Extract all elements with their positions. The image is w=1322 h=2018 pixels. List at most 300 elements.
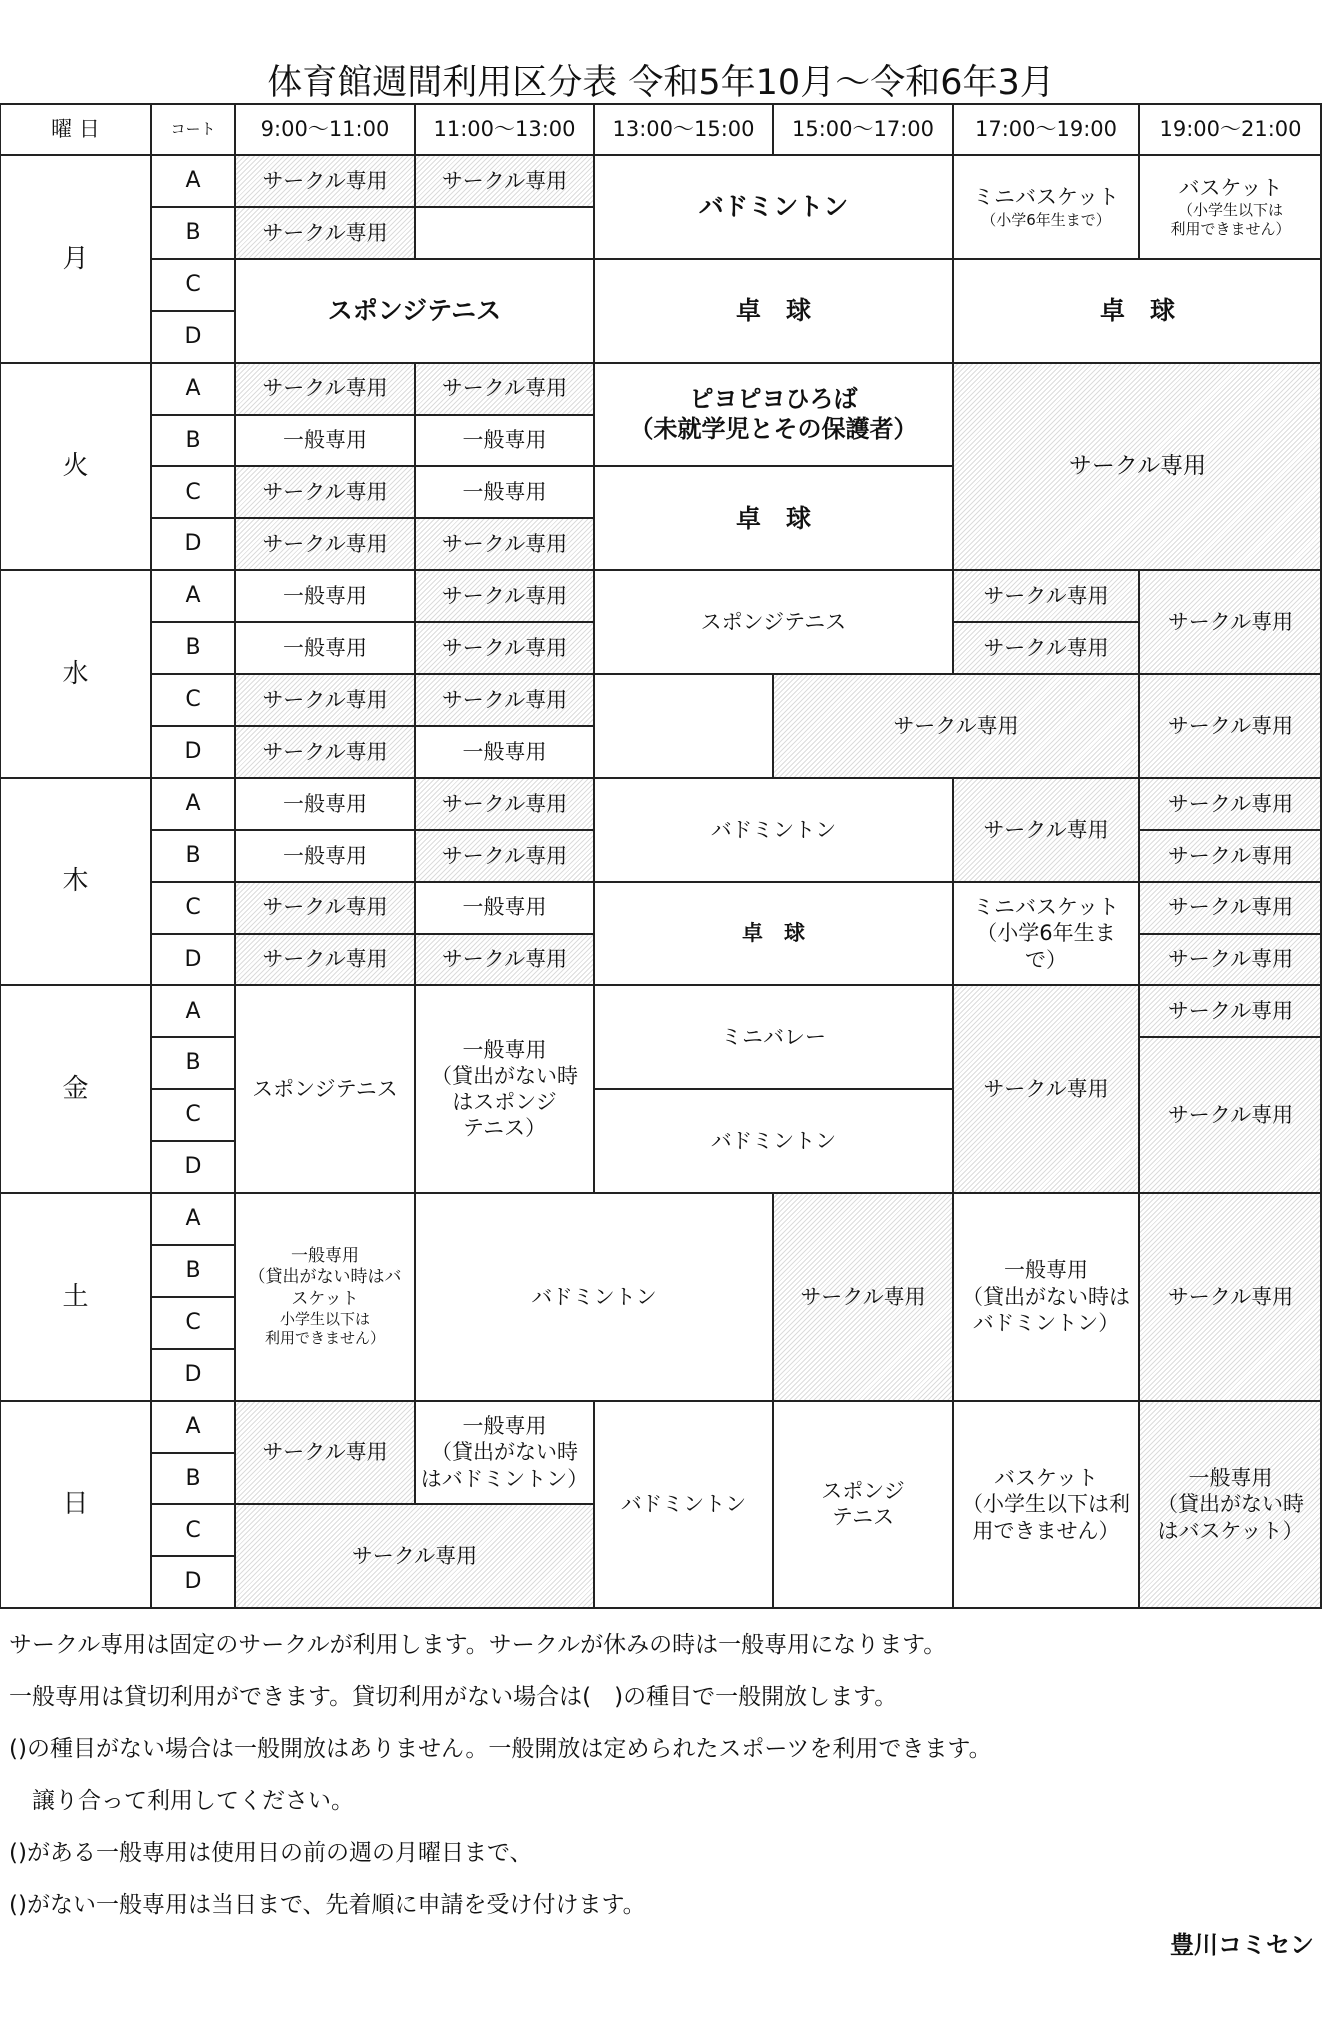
- grid-line: [234, 155, 236, 207]
- grid-line: [414, 726, 416, 778]
- circle-only-cell: サークル専用: [235, 363, 415, 415]
- grid-line: [953, 569, 1139, 571]
- grid-line: [415, 829, 594, 831]
- grid-line: [414, 415, 416, 467]
- grid-line: [594, 154, 953, 156]
- grid-line: [234, 207, 236, 259]
- grid-line: [772, 1401, 774, 1609]
- grid-line: [414, 934, 416, 986]
- grid-line: [593, 1089, 595, 1193]
- grid-line: [772, 674, 774, 778]
- grid-line: [235, 1607, 594, 1609]
- circle-only-cell: サークル専用: [953, 778, 1139, 882]
- court-divider: [151, 725, 235, 727]
- grid-line: [235, 465, 415, 467]
- grid-line: [235, 1400, 415, 1402]
- note-line: 一般専用は貸切利用ができます。貸切利用がない場合は( )の種目で一般開放します。: [9, 1684, 898, 1710]
- sponge-tennis-cell: スポンジテニス: [252, 1077, 398, 1102]
- day-label: 土: [62, 1281, 89, 1312]
- day-label: 火: [62, 451, 89, 482]
- note-line: ()がない一般専用は当日まで、先着順に申請を受け付けます。: [9, 1892, 646, 1918]
- grid-line: [953, 1607, 1139, 1609]
- header-time-slot: 15:00～17:00: [791, 117, 935, 142]
- grid-line: [415, 881, 594, 883]
- circle-only-cell: サークル専用: [773, 1193, 953, 1401]
- grid-line: [594, 984, 953, 986]
- court-divider: [151, 258, 235, 260]
- grid-line: [235, 362, 415, 364]
- court-label: C: [185, 894, 201, 920]
- note-line: ()の種目がない場合は一般開放はありません。一般開放は定められたスポーツを利用できます。: [9, 1736, 992, 1762]
- grid-line: [1139, 829, 1322, 831]
- circle-only-cell: サークル専用: [1139, 830, 1322, 882]
- header-time-slot: 17:00～19:00: [974, 117, 1118, 142]
- grid-line: [773, 1607, 953, 1609]
- grid-line: [415, 517, 594, 519]
- grid-line: [234, 518, 236, 570]
- table-tennis-cell: 卓 球: [735, 296, 811, 326]
- grid-line: [1139, 1400, 1322, 1402]
- grid-line: [1139, 154, 1322, 156]
- grid-line: [415, 1192, 773, 1194]
- circle-only-cell: サークル専用: [415, 778, 594, 830]
- court-divider: [151, 881, 235, 883]
- circle-only-cell: サークル専用: [1139, 882, 1322, 934]
- grid-line: [234, 259, 236, 363]
- general-use-cell: 一般専用: [283, 843, 367, 868]
- table-border: [0, 103, 1322, 105]
- grid-line: [593, 1401, 595, 1609]
- grid-line: [235, 206, 415, 208]
- grid-line: [234, 830, 236, 882]
- grid-line: [414, 104, 416, 155]
- badminton-cell: バドミントン: [710, 1128, 837, 1153]
- grid-line: [235, 829, 415, 831]
- general-use-cell: 一般専用: [283, 635, 367, 660]
- grid-line: [1139, 881, 1322, 883]
- court-label: A: [185, 998, 201, 1024]
- grid-line: [594, 1088, 953, 1090]
- grid-line: [952, 985, 954, 1193]
- table-tennis-cell: 卓 球: [1099, 296, 1175, 326]
- court-label: C: [185, 479, 201, 505]
- grid-line: [953, 881, 1139, 883]
- grid-line: [415, 414, 594, 416]
- grid-line: [1138, 104, 1140, 155]
- badminton-cell: バドミントン: [698, 192, 849, 222]
- grid-line: [234, 934, 236, 986]
- court-divider: [151, 206, 235, 208]
- court-label: C: [185, 1102, 201, 1128]
- cell-note: （小学6年生まで）: [981, 210, 1111, 229]
- grid-line: [414, 1193, 416, 1401]
- sponge-tennis-cell: スポンジテニス: [700, 609, 847, 634]
- court-divider: [151, 1555, 235, 1557]
- court-label: B: [185, 427, 201, 453]
- piyopiyo-hiroba-cell: [594, 363, 953, 467]
- grid-line: [414, 363, 416, 415]
- general-use-cell: 一般専用: [462, 428, 547, 453]
- table-tennis-cell: 卓 球: [735, 503, 811, 533]
- grid-line: [594, 777, 953, 779]
- grid-line: [414, 466, 416, 518]
- day-label: 月: [62, 243, 89, 274]
- circle-only-cell: サークル専用: [235, 1504, 594, 1608]
- header-time-slot: 19:00～21:00: [1159, 117, 1302, 142]
- grid-line: [234, 363, 236, 415]
- table-border: [0, 104, 1, 1608]
- grid-line: [235, 414, 415, 416]
- court-label: B: [185, 220, 201, 246]
- grid-line: [1139, 933, 1322, 935]
- header-day-label: 曜 日: [51, 117, 100, 142]
- grid-line: [953, 984, 1139, 986]
- court-divider: [151, 1452, 235, 1454]
- grid-line: [235, 154, 415, 156]
- header-time-slot: 13:00～15:00: [612, 117, 755, 142]
- court-label: D: [184, 739, 202, 765]
- mini-basketball-cell: ミニバスケット （小学6年生ま で）: [973, 895, 1119, 972]
- circle-only-cell: サークル専用: [773, 674, 1139, 778]
- grid-line: [234, 1401, 236, 1505]
- grid-line: [593, 778, 595, 882]
- circle-only-cell: サークル専用: [953, 622, 1139, 674]
- circle-only-cell: サークル専用: [235, 155, 415, 207]
- court-label: C: [185, 1309, 201, 1335]
- court-label: B: [185, 1258, 201, 1284]
- grid-line: [414, 518, 416, 570]
- grid-line: [952, 882, 954, 986]
- court-label: A: [185, 168, 201, 194]
- grid-line: [593, 363, 595, 467]
- grid-line: [953, 1400, 1139, 1402]
- court-divider: [151, 673, 235, 675]
- grid-line: [414, 570, 416, 622]
- header-court-label: コート: [170, 120, 216, 139]
- day-label: 日: [62, 1489, 89, 1520]
- cell-title: バスケット: [1178, 176, 1283, 201]
- grid-line: [1138, 934, 1140, 986]
- day-label: 金: [62, 1073, 89, 1104]
- court-label: C: [185, 1517, 201, 1543]
- court-label: D: [184, 1569, 202, 1595]
- grid-line: [953, 621, 1139, 623]
- circle-only-cell: サークル専用: [953, 363, 1322, 571]
- grid-line: [773, 1400, 953, 1402]
- grid-line: [414, 882, 416, 934]
- court-label: C: [185, 687, 201, 713]
- grid-line: [234, 466, 236, 518]
- court-label: D: [184, 531, 202, 557]
- grid-line: [235, 673, 415, 675]
- grid-line: [593, 104, 595, 155]
- grid-line: [593, 985, 595, 1089]
- grid-line: [415, 777, 594, 779]
- cell-title: ピヨピヨひろば: [689, 385, 858, 414]
- general-use-cell: 一般専用: [283, 791, 367, 816]
- grid-line: [953, 777, 1139, 779]
- circle-only-cell: サークル専用: [235, 726, 415, 778]
- grid-line: [593, 882, 595, 986]
- grid-line: [593, 466, 595, 570]
- grid-line: [234, 1504, 236, 1608]
- basketball-cell: バスケット （小学生以下は利 用できません）: [962, 1466, 1130, 1543]
- court-label: D: [184, 946, 202, 972]
- court-divider: [151, 933, 235, 935]
- court-divider: [151, 1036, 235, 1038]
- grid-line: [952, 363, 954, 571]
- grid-line: [594, 1607, 773, 1609]
- general-use-cell: 一般専用: [462, 739, 547, 764]
- circle-only-cell: サークル専用: [1139, 570, 1322, 674]
- grid-line: [234, 882, 236, 934]
- court-label: D: [184, 1361, 202, 1387]
- circle-only-cell: サークル専用: [953, 570, 1139, 622]
- grid-line: [1139, 777, 1322, 779]
- grid-line: [235, 933, 415, 935]
- circle-only-cell: サークル専用: [1139, 934, 1322, 986]
- circle-only-cell: サークル専用: [1139, 778, 1322, 830]
- grid-line: [773, 1192, 953, 1194]
- grid-line: [235, 258, 594, 260]
- grid-line: [1138, 1193, 1140, 1401]
- grid-line: [415, 1400, 594, 1402]
- circle-only-cell: サークル専用: [953, 985, 1139, 1193]
- grid-line: [415, 206, 594, 208]
- grid-line: [952, 622, 954, 674]
- grid-line: [235, 1192, 415, 1194]
- grid-line: [1138, 1401, 1140, 1609]
- grid-line: [1139, 1192, 1322, 1194]
- grid-line: [952, 778, 954, 882]
- general-use-cell: 一般専用: [283, 428, 367, 453]
- court-label: B: [185, 1465, 201, 1491]
- grid-line: [952, 570, 954, 622]
- cell-title: ミニバスケット: [973, 185, 1119, 210]
- court-label: D: [184, 1154, 202, 1180]
- grid-line: [235, 881, 415, 883]
- circle-only-cell: サークル専用: [415, 363, 594, 415]
- grid-line: [953, 154, 1139, 156]
- grid-line: [414, 674, 416, 726]
- grid-line: [1138, 778, 1140, 830]
- grid-line: [235, 517, 415, 519]
- grid-line: [953, 1192, 1139, 1194]
- table-tennis-cell: 卓 球: [742, 921, 805, 946]
- cell-note: （未就学児とその保護者）: [629, 415, 918, 444]
- grid-line: [235, 725, 415, 727]
- sponge-tennis-cell: スポンジ テニス: [821, 1479, 905, 1530]
- circle-only-cell: サークル専用: [235, 207, 415, 259]
- grid-line: [952, 104, 954, 155]
- court-label: A: [185, 1206, 201, 1232]
- grid-line: [415, 725, 594, 727]
- badminton-cell: バドミントン: [620, 1492, 747, 1517]
- general-use-cell: 一般専用 （貸出がない時 はスポンジ テニス）: [431, 1037, 578, 1141]
- grid-line: [234, 415, 236, 467]
- grid-line: [594, 465, 953, 467]
- court-label: B: [185, 635, 201, 661]
- sponge-tennis-cell: スポンジテニス: [327, 296, 502, 326]
- grid-line: [234, 778, 236, 830]
- general-use-cell: 一般専用 （貸出がない時 はバドミントン）: [420, 1414, 589, 1491]
- court-label: A: [185, 375, 201, 401]
- circle-only-cell: サークル専用: [235, 674, 415, 726]
- court-divider: [151, 621, 235, 623]
- general-use-cell: 一般専用: [462, 895, 547, 920]
- grid-line: [593, 674, 595, 726]
- circle-only-cell: サークル専用: [235, 518, 415, 570]
- grid-line: [414, 1401, 416, 1505]
- grid-line: [594, 362, 953, 364]
- grid-line: [235, 984, 415, 986]
- grid-line: [1139, 673, 1322, 675]
- grid-line: [1139, 1036, 1322, 1038]
- circle-only-cell: サークル専用: [235, 882, 415, 934]
- grid-line: [414, 155, 416, 207]
- circle-only-cell: サークル専用: [415, 570, 594, 622]
- grid-line: [415, 465, 594, 467]
- circle-only-cell: サークル専用: [1139, 1037, 1322, 1193]
- grid-line: [1138, 1037, 1140, 1193]
- grid-line: [1138, 155, 1140, 259]
- grid-line: [1139, 569, 1322, 571]
- grid-line: [953, 362, 1322, 364]
- grid-line: [1138, 674, 1140, 778]
- circle-only-cell: サークル専用: [415, 622, 594, 674]
- header-time-slot: 9:00～11:00: [260, 117, 390, 142]
- court-divider: [151, 1244, 235, 1246]
- court-divider: [151, 1503, 235, 1505]
- general-use-cell: 一般専用 （貸出がない時は バドミントン）: [962, 1258, 1130, 1335]
- court-divider: [151, 1296, 235, 1298]
- court-divider: [151, 1088, 235, 1090]
- court-label: B: [185, 842, 201, 868]
- grid-line: [593, 726, 595, 778]
- circle-only-cell: サークル専用: [1139, 985, 1322, 1037]
- grid-line: [953, 258, 1322, 260]
- court-label: A: [185, 790, 201, 816]
- circle-only-cell: サークル専用: [415, 518, 594, 570]
- grid-line: [1139, 1607, 1322, 1609]
- header-time-slot: 11:00～13:00: [433, 117, 576, 142]
- grid-line: [415, 621, 594, 623]
- grid-line: [415, 154, 594, 156]
- court-label: A: [185, 583, 201, 609]
- circle-only-cell: サークル専用: [415, 934, 594, 986]
- mini-volleyball-cell: ミニバレー: [721, 1025, 826, 1050]
- grid-line: [772, 1193, 774, 1401]
- grid-line: [952, 1401, 954, 1609]
- grid-line: [594, 1400, 773, 1402]
- grid-line: [593, 155, 595, 259]
- grid-line: [234, 726, 236, 778]
- grid-line: [594, 569, 953, 571]
- grid-line: [593, 570, 595, 674]
- grid-line: [415, 569, 594, 571]
- grid-line: [952, 259, 954, 363]
- grid-line: [235, 1503, 594, 1505]
- grid-line: [414, 622, 416, 674]
- grid-line: [415, 933, 594, 935]
- note-line: サークル専用は固定のサークルが利用します。サークルが休みの時は一般専用になります。: [9, 1632, 947, 1658]
- grid-line: [952, 1193, 954, 1401]
- grid-line: [415, 984, 594, 986]
- day-label: 木: [62, 866, 89, 897]
- grid-line: [234, 985, 236, 1193]
- court-label: D: [184, 323, 202, 349]
- grid-line: [415, 362, 594, 364]
- court-divider: [151, 1140, 235, 1142]
- grid-line: [235, 777, 415, 779]
- court-label: B: [185, 1050, 201, 1076]
- note-line: 譲り合って利用してください。: [9, 1788, 354, 1814]
- cell-note: （小学生以下は 利用できません）: [1170, 201, 1291, 239]
- badminton-cell: バドミントン: [531, 1284, 657, 1309]
- circle-only-cell: サークル専用: [235, 466, 415, 518]
- note-line: ()がある一般専用は使用日の前の週の月曜日まで、: [9, 1840, 533, 1866]
- court-divider: [151, 310, 235, 312]
- footer-organization: 豊川コミセン: [1170, 1931, 1314, 1959]
- grid-line: [234, 1193, 236, 1401]
- court-label: C: [185, 271, 201, 297]
- grid-line: [594, 258, 953, 260]
- grid-line: [415, 673, 594, 675]
- grid-line: [952, 155, 954, 259]
- grid-line: [1138, 830, 1140, 882]
- day-label: 水: [62, 658, 89, 689]
- circle-only-cell: サークル専用: [415, 830, 594, 882]
- grid-line: [235, 569, 415, 571]
- general-use-cell: [235, 1193, 415, 1401]
- grid-line: [1138, 985, 1140, 1037]
- grid-line: [594, 881, 953, 883]
- circle-only-cell: サークル専用: [235, 934, 415, 986]
- court-divider: [151, 414, 235, 416]
- grid-line: [1139, 984, 1322, 986]
- badminton-cell: バドミントン: [710, 817, 837, 842]
- cell-title: 一般専用 （貸出がない時はバ スケット: [248, 1246, 402, 1309]
- grid-line: [772, 104, 774, 155]
- court-divider: [151, 465, 235, 467]
- grid-line: [414, 778, 416, 830]
- court-divider: [151, 517, 235, 519]
- cell-note: 小学生以下は 利用できません）: [264, 1309, 385, 1347]
- mini-basketball-cell: [953, 155, 1139, 259]
- court-divider: [151, 829, 235, 831]
- circle-only-cell: サークル専用: [415, 155, 594, 207]
- basketball-cell: [1139, 155, 1322, 259]
- court-divider: [151, 1348, 235, 1350]
- grid-line: [234, 674, 236, 726]
- grid-line: [414, 207, 416, 259]
- circle-only-cell: サークル専用: [1139, 1193, 1322, 1401]
- grid-line: [414, 830, 416, 882]
- court-label: A: [185, 1413, 201, 1439]
- grid-line: [235, 621, 415, 623]
- general-use-cell: 一般専用 （貸出がない時 はバスケット）: [1139, 1401, 1322, 1609]
- circle-only-cell: サークル専用: [415, 674, 594, 726]
- grid-line: [414, 985, 416, 1193]
- general-use-cell: 一般専用: [462, 480, 547, 505]
- circle-only-cell: サークル専用: [235, 1401, 415, 1505]
- grid-line: [593, 259, 595, 363]
- grid-line: [773, 673, 1139, 675]
- general-use-cell: 一般専用: [283, 584, 367, 608]
- grid-line: [1138, 882, 1140, 934]
- page-title: 体育館週間利用区分表 令和5年10月～令和6年3月: [267, 63, 1055, 103]
- grid-line: [150, 104, 152, 1608]
